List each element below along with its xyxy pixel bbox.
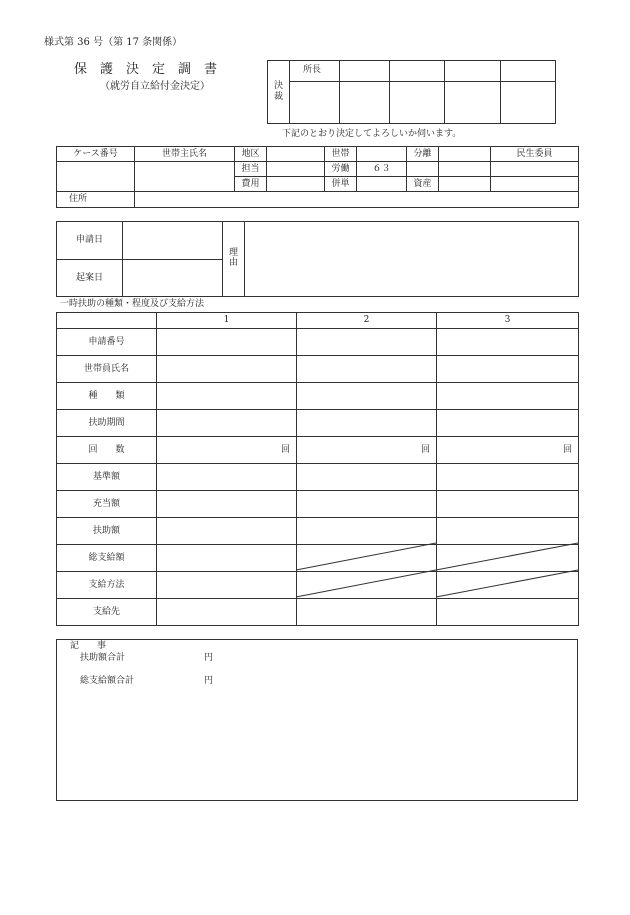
- row-label: 扶助期間: [57, 410, 157, 437]
- row-label: 基準額: [57, 464, 157, 491]
- reason-label: 理 由: [223, 222, 245, 297]
- row-label: 回 数: [57, 437, 157, 464]
- row-label: 総支給額: [57, 545, 157, 572]
- address-label: 住所: [57, 192, 135, 208]
- total-payment-label: 総支給額合計: [80, 676, 135, 686]
- page-title: 保 護 決 定 調 書: [74, 62, 218, 77]
- combined-label: 併単: [325, 177, 357, 192]
- notes-label: 記 事: [70, 641, 107, 651]
- labor-value: ６３: [357, 162, 407, 177]
- labor-label: 労働: [325, 162, 357, 177]
- row-label: 世帯員氏名: [57, 356, 157, 383]
- row-label: 支給方法: [57, 572, 157, 599]
- yen-unit: 円: [204, 653, 214, 663]
- page-subtitle: （就労自立給付金決定）: [100, 81, 210, 92]
- count-unit: 回: [297, 437, 437, 464]
- commissioner-header: 民生委員: [491, 147, 579, 162]
- row-label: 扶助額: [57, 518, 157, 545]
- column-header-2: 2: [297, 313, 437, 329]
- assistance-section-title: 一時扶助の種類・程度及び支給方法: [60, 299, 205, 309]
- in-charge-label: 担当: [235, 162, 267, 177]
- classification-header: 分離: [407, 147, 439, 162]
- count-unit: 回: [157, 437, 297, 464]
- area-header: 地区: [235, 147, 267, 162]
- form-number: 様式第 36 号（第 17 条関係）: [44, 37, 183, 48]
- household-header: 世帯: [325, 147, 357, 162]
- yen-unit: 円: [204, 676, 214, 686]
- householder-header: 世帯主氏名: [135, 147, 235, 162]
- count-unit: 回: [437, 437, 579, 464]
- case-number-header: ケース番号: [57, 147, 135, 162]
- approval-label-2: 裁: [274, 92, 284, 102]
- approval-label-1: 決: [274, 81, 284, 91]
- column-header-3: 3: [437, 313, 579, 329]
- application-date-label: 申請日: [57, 222, 123, 260]
- draft-date-label: 起案日: [57, 260, 123, 297]
- column-header-1: 1: [157, 313, 297, 329]
- notes-box: [56, 639, 578, 801]
- director-label: 所長: [303, 65, 322, 75]
- row-label: 申請番号: [57, 329, 157, 356]
- total-assistance-label: 扶助額合計: [80, 653, 126, 663]
- row-label: 支給先: [57, 599, 157, 626]
- assets-label: 資産: [407, 177, 439, 192]
- row-label: 種 類: [57, 383, 157, 410]
- request-note: 下記のとおり決定してよろしいか伺います。: [282, 129, 462, 139]
- cost-label: 費用: [235, 177, 267, 192]
- row-label: 充当額: [57, 491, 157, 518]
